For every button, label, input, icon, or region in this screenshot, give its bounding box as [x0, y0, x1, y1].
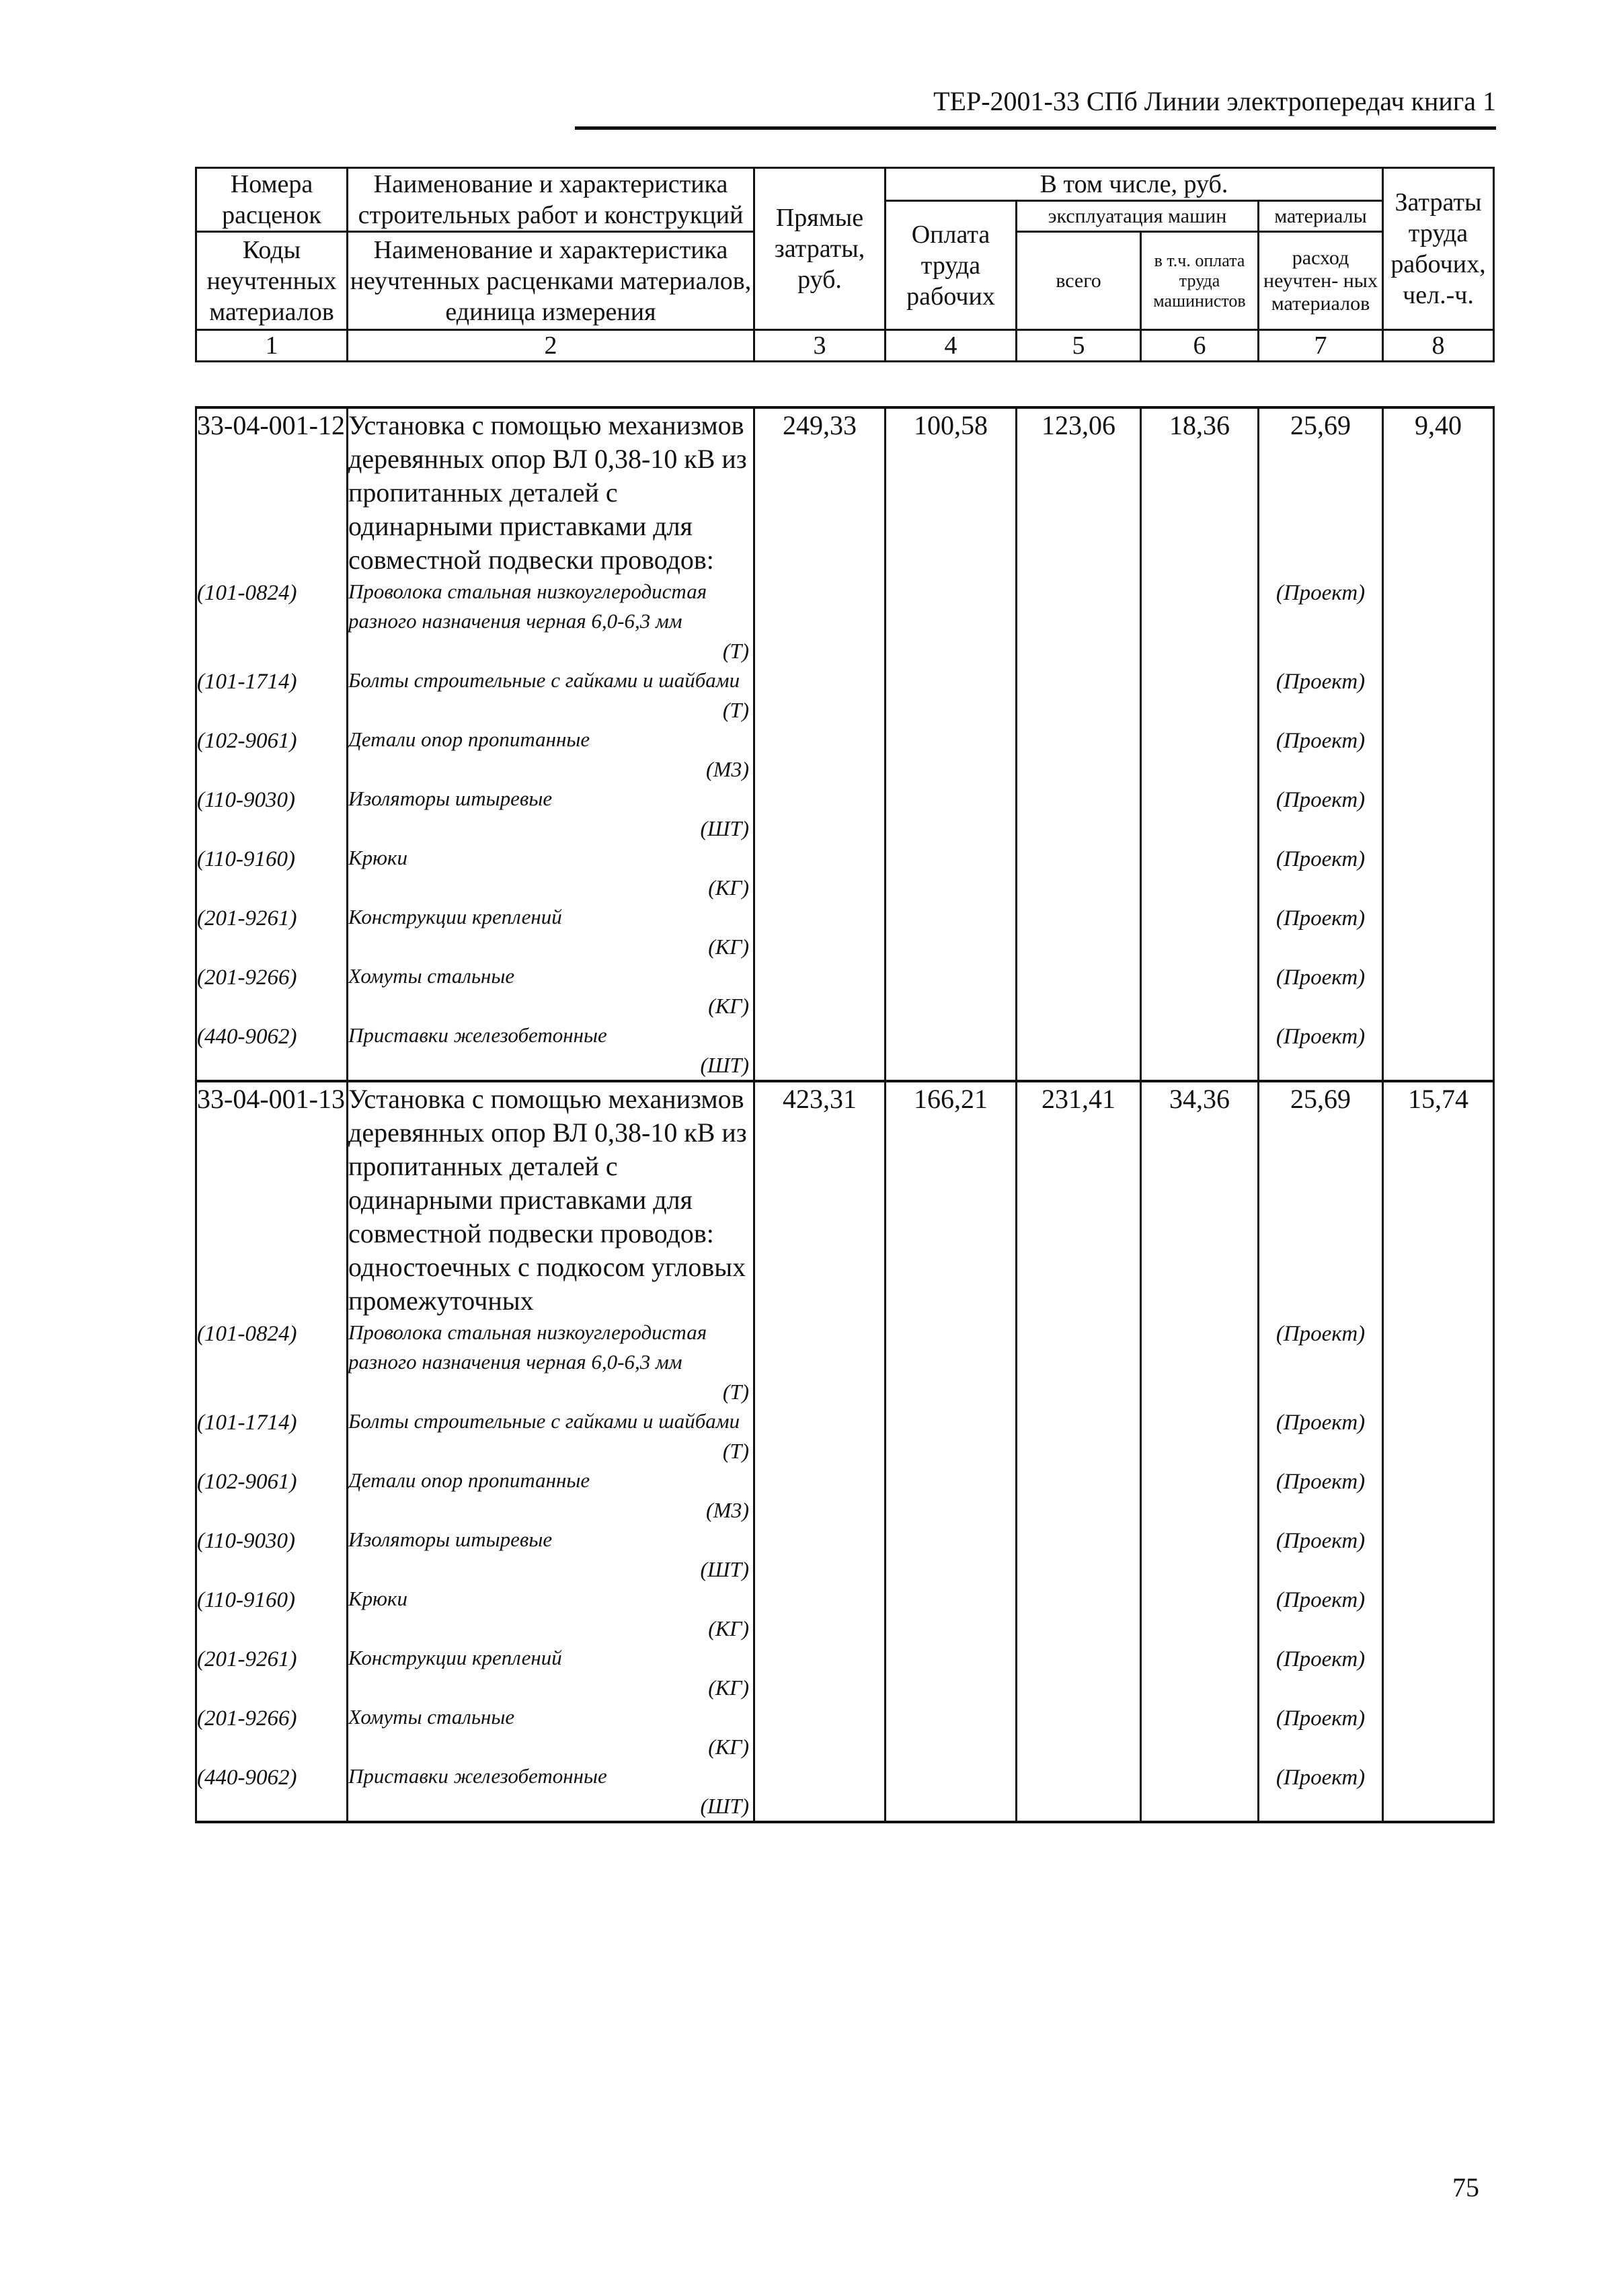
header-number: 5 — [1017, 330, 1141, 362]
empty-cell — [1383, 1643, 1494, 1702]
empty-cell — [1383, 843, 1494, 902]
material-quantity: (Проект) — [1259, 577, 1383, 666]
material-quantity: (Проект) — [1259, 1643, 1383, 1702]
material-name: Конструкции креплений — [348, 905, 562, 928]
empty-cell — [1383, 577, 1494, 666]
material-name: Хомуты стальные — [348, 1705, 515, 1729]
empty-cell — [886, 902, 1017, 961]
material-quantity: (Проект) — [1259, 725, 1383, 784]
material-unit: (Т) — [722, 1439, 749, 1463]
empty-cell — [1141, 843, 1259, 902]
material-unit: (КГ) — [708, 875, 749, 900]
material-name-cell — [348, 1021, 754, 1081]
empty-cell — [1383, 1761, 1494, 1822]
header-col6: в т.ч. оплата труда машинистов — [1141, 232, 1259, 330]
labor-hours: 9,40 — [1383, 407, 1494, 577]
material-code: (440-9062) — [196, 1761, 348, 1822]
labor-pay: 166,21 — [886, 1081, 1017, 1318]
material-row — [196, 1584, 1494, 1643]
material-code: (102-9061) — [196, 1466, 348, 1525]
direct-costs: 423,31 — [754, 1081, 886, 1318]
machinist-pay: 18,36 — [1141, 407, 1259, 577]
material-unit: (ШТ) — [700, 1794, 749, 1818]
material-code: (201-9261) — [196, 902, 348, 961]
material-name-cell — [348, 1761, 754, 1822]
header-col2-top: Наименование и характеристика строительных работ и конструкций — [348, 168, 754, 232]
empty-cell — [754, 1761, 886, 1822]
material-row — [196, 1702, 1494, 1761]
material-name: Детали опор пропитанные — [348, 1468, 590, 1492]
material-unit: (ШТ) — [700, 816, 749, 840]
empty-cell — [1017, 1584, 1141, 1643]
material-name-cell — [348, 843, 754, 902]
material-name: Крюки — [348, 846, 407, 869]
empty-cell — [1141, 577, 1259, 666]
material-row — [196, 843, 1494, 902]
material-name-cell — [348, 1584, 754, 1643]
material-quantity: (Проект) — [1259, 1584, 1383, 1643]
material-quantity: (Проект) — [1259, 1702, 1383, 1761]
machines-total: 231,41 — [1017, 1081, 1141, 1318]
material-unit: (КГ) — [708, 1675, 749, 1700]
material-quantity: (Проект) — [1259, 1407, 1383, 1466]
empty-cell — [1017, 666, 1141, 725]
work-description: Установка с помощью механизмов деревянных опор ВЛ 0,38-10 кВ из пропитанных деталей с одинарными приставками для совместной подвески проводов: — [348, 407, 754, 577]
empty-cell — [1017, 784, 1141, 843]
material-name-cell — [348, 725, 754, 784]
empty-cell — [754, 666, 886, 725]
material-quantity: (Проект) — [1259, 1318, 1383, 1407]
empty-cell — [1017, 725, 1141, 784]
material-name: Проволока стальная низкоуглеродистая разного назначения черная 6,0-6,3 мм — [348, 1320, 707, 1374]
material-name: Изоляторы штыревые — [348, 1528, 553, 1551]
empty-cell — [886, 1761, 1017, 1822]
table-row — [196, 1081, 1494, 1318]
material-name: Хомуты стальные — [348, 964, 515, 988]
material-unit: (ШТ) — [700, 1557, 749, 1581]
empty-cell — [754, 1643, 886, 1702]
material-quantity: (Проект) — [1259, 1761, 1383, 1822]
header-number: 2 — [348, 330, 754, 362]
empty-cell — [886, 1407, 1017, 1466]
material-row — [196, 1466, 1494, 1525]
empty-cell — [1017, 1466, 1141, 1525]
header-materials: материалы — [1259, 201, 1383, 232]
material-name-cell — [348, 1702, 754, 1761]
material-code: (101-1714) — [196, 1407, 348, 1466]
empty-cell — [886, 1702, 1017, 1761]
empty-cell — [886, 1643, 1017, 1702]
material-unit: (КГ) — [708, 935, 749, 959]
empty-cell — [1141, 1407, 1259, 1466]
material-name-cell — [348, 1643, 754, 1702]
empty-cell — [1017, 1407, 1141, 1466]
material-name-cell — [348, 961, 754, 1021]
header-col8: Затраты труда рабочих, чел.-ч. — [1383, 168, 1494, 330]
empty-cell — [1383, 1584, 1494, 1643]
empty-cell — [754, 961, 886, 1021]
empty-cell — [1017, 1318, 1141, 1407]
material-quantity: (Проект) — [1259, 784, 1383, 843]
empty-cell — [1383, 784, 1494, 843]
empty-cell — [754, 843, 886, 902]
material-unit: (ШТ) — [700, 1053, 749, 1077]
header-col1-bottom: Коды неучтенных материалов — [196, 232, 348, 330]
empty-cell — [1017, 1021, 1141, 1081]
material-quantity: (Проект) — [1259, 1021, 1383, 1081]
empty-cell — [1141, 1466, 1259, 1525]
empty-cell — [1383, 902, 1494, 961]
empty-cell — [1141, 1761, 1259, 1822]
header-number: 1 — [196, 330, 348, 362]
empty-cell — [886, 1466, 1017, 1525]
materials-cost: 25,69 — [1259, 1081, 1383, 1318]
empty-cell — [754, 725, 886, 784]
material-name: Проволока стальная низкоуглеродистая разного назначения черная 6,0-6,3 мм — [348, 580, 707, 633]
empty-cell — [1383, 961, 1494, 1021]
material-name-cell — [348, 902, 754, 961]
material-code: (110-9160) — [196, 1584, 348, 1643]
empty-cell — [886, 843, 1017, 902]
material-quantity: (Проект) — [1259, 666, 1383, 725]
empty-cell — [1141, 902, 1259, 961]
material-code: (101-0824) — [196, 1318, 348, 1407]
empty-cell — [1141, 1318, 1259, 1407]
empty-cell — [754, 902, 886, 961]
material-unit: (Т) — [722, 698, 749, 722]
material-row — [196, 725, 1494, 784]
material-code: (201-9261) — [196, 1643, 348, 1702]
material-name: Болты строительные с гайками и шайбами — [348, 1409, 740, 1433]
empty-cell — [754, 1318, 886, 1407]
header-number: 4 — [886, 330, 1017, 362]
empty-cell — [1383, 1702, 1494, 1761]
material-unit: (Т) — [722, 639, 749, 663]
labor-pay: 100,58 — [886, 407, 1017, 577]
material-name-cell — [348, 1466, 754, 1525]
empty-cell — [1141, 1643, 1259, 1702]
material-code: (101-1714) — [196, 666, 348, 725]
header-col4: Оплата труда рабочих — [886, 201, 1017, 330]
table-row — [196, 407, 1494, 577]
empty-cell — [886, 961, 1017, 1021]
header-col5: всего — [1017, 232, 1141, 330]
material-row — [196, 1407, 1494, 1466]
empty-cell — [886, 1318, 1017, 1407]
material-code: (201-9266) — [196, 961, 348, 1021]
material-code: (110-9030) — [196, 1525, 348, 1584]
material-row — [196, 1021, 1494, 1081]
empty-cell — [1141, 1021, 1259, 1081]
material-quantity: (Проект) — [1259, 843, 1383, 902]
header-number: 8 — [1383, 330, 1494, 362]
empty-cell — [1017, 577, 1141, 666]
material-row — [196, 1525, 1494, 1584]
header-number: 7 — [1259, 330, 1383, 362]
empty-cell — [1383, 1021, 1494, 1081]
labor-hours: 15,74 — [1383, 1081, 1494, 1318]
empty-cell — [886, 1021, 1017, 1081]
header-col2-bottom: Наименование и характеристика неучтенных расценками материалов, единица измерения — [348, 232, 754, 330]
material-code: (201-9266) — [196, 1702, 348, 1761]
material-unit: (КГ) — [708, 994, 749, 1018]
empty-cell — [886, 577, 1017, 666]
material-name: Детали опор пропитанные — [348, 727, 590, 751]
material-name: Конструкции креплений — [348, 1646, 562, 1669]
material-name-cell — [348, 1525, 754, 1584]
material-quantity: (Проект) — [1259, 1525, 1383, 1584]
empty-cell — [1141, 1584, 1259, 1643]
empty-cell — [1017, 902, 1141, 961]
empty-cell — [1017, 1525, 1141, 1584]
empty-cell — [1141, 666, 1259, 725]
material-unit: (Т) — [722, 1380, 749, 1404]
empty-cell — [754, 1584, 886, 1643]
materials-cost: 25,69 — [1259, 407, 1383, 577]
material-code: (110-9160) — [196, 843, 348, 902]
empty-cell — [886, 784, 1017, 843]
empty-cell — [886, 1584, 1017, 1643]
empty-cell — [754, 784, 886, 843]
material-unit: (КГ) — [708, 1735, 749, 1759]
empty-cell — [1017, 843, 1141, 902]
work-description: Установка с помощью механизмов деревянных опор ВЛ 0,38-10 кВ из пропитанных деталей с одинарными приставками для совместной подвески проводов: одностоечных с подкосом угловых промежуточных — [348, 1081, 754, 1318]
header-machines: эксплуатация машин — [1017, 201, 1259, 232]
empty-cell — [1383, 1525, 1494, 1584]
empty-cell — [1141, 784, 1259, 843]
material-name: Болты строительные с гайками и шайбами — [348, 668, 740, 692]
header-col7: расход неучтен- ных материалов — [1259, 232, 1383, 330]
empty-cell — [1383, 1407, 1494, 1466]
machines-total: 123,06 — [1017, 407, 1141, 577]
empty-cell — [886, 666, 1017, 725]
header-group-title: В том числе, руб. — [886, 168, 1383, 201]
page-number: 75 — [1452, 2172, 1479, 2203]
empty-cell — [754, 1525, 886, 1584]
material-code: (110-9030) — [196, 784, 348, 843]
material-row — [196, 577, 1494, 666]
empty-cell — [754, 1466, 886, 1525]
material-code: (102-9061) — [196, 725, 348, 784]
table-header — [195, 167, 1495, 362]
empty-cell — [1017, 1702, 1141, 1761]
header-rule — [575, 126, 1496, 130]
material-name-cell — [348, 577, 754, 666]
material-name-cell — [348, 666, 754, 725]
running-header: ТЕР-2001-33 СПб Линии электропередач книга 1 — [933, 86, 1496, 116]
empty-cell — [1383, 725, 1494, 784]
rates-table — [195, 406, 1495, 1823]
material-row — [196, 1761, 1494, 1822]
material-quantity: (Проект) — [1259, 1466, 1383, 1525]
empty-cell — [1017, 1643, 1141, 1702]
material-unit: (М3) — [706, 757, 749, 781]
empty-cell — [1141, 1525, 1259, 1584]
empty-cell — [1383, 1466, 1494, 1525]
empty-cell — [1383, 1318, 1494, 1407]
material-name-cell — [348, 784, 754, 843]
material-name: Приставки железобетонные — [348, 1764, 607, 1788]
empty-cell — [1141, 1702, 1259, 1761]
material-row — [196, 1643, 1494, 1702]
empty-cell — [1141, 961, 1259, 1021]
material-row — [196, 961, 1494, 1021]
empty-cell — [1017, 1761, 1141, 1822]
empty-cell — [1017, 961, 1141, 1021]
rate-code: 33-04-001-13 — [196, 1081, 348, 1318]
rate-code: 33-04-001-12 — [196, 407, 348, 577]
header-number: 6 — [1141, 330, 1259, 362]
machinist-pay: 34,36 — [1141, 1081, 1259, 1318]
material-quantity: (Проект) — [1259, 961, 1383, 1021]
header-col1-top: Номера расценок — [196, 168, 348, 232]
material-name: Изоляторы штыревые — [348, 787, 553, 810]
material-quantity: (Проект) — [1259, 902, 1383, 961]
empty-cell — [886, 725, 1017, 784]
material-row — [196, 902, 1494, 961]
header-number: 3 — [754, 330, 886, 362]
empty-cell — [754, 577, 886, 666]
material-row — [196, 784, 1494, 843]
header-col3: Прямые затраты, руб. — [754, 168, 886, 330]
empty-cell — [754, 1021, 886, 1081]
material-code: (440-9062) — [196, 1021, 348, 1081]
empty-cell — [1141, 725, 1259, 784]
empty-cell — [886, 1525, 1017, 1584]
empty-cell — [754, 1407, 886, 1466]
material-code: (101-0824) — [196, 577, 348, 666]
direct-costs: 249,33 — [754, 407, 886, 577]
material-row — [196, 1318, 1494, 1407]
material-name: Приставки железобетонные — [348, 1023, 607, 1047]
material-name-cell — [348, 1407, 754, 1466]
empty-cell — [754, 1702, 886, 1761]
material-name-cell — [348, 1318, 754, 1407]
material-unit: (М3) — [706, 1498, 749, 1522]
material-unit: (КГ) — [708, 1616, 749, 1640]
empty-cell — [1383, 666, 1494, 725]
material-row — [196, 666, 1494, 725]
material-name: Крюки — [348, 1587, 407, 1610]
